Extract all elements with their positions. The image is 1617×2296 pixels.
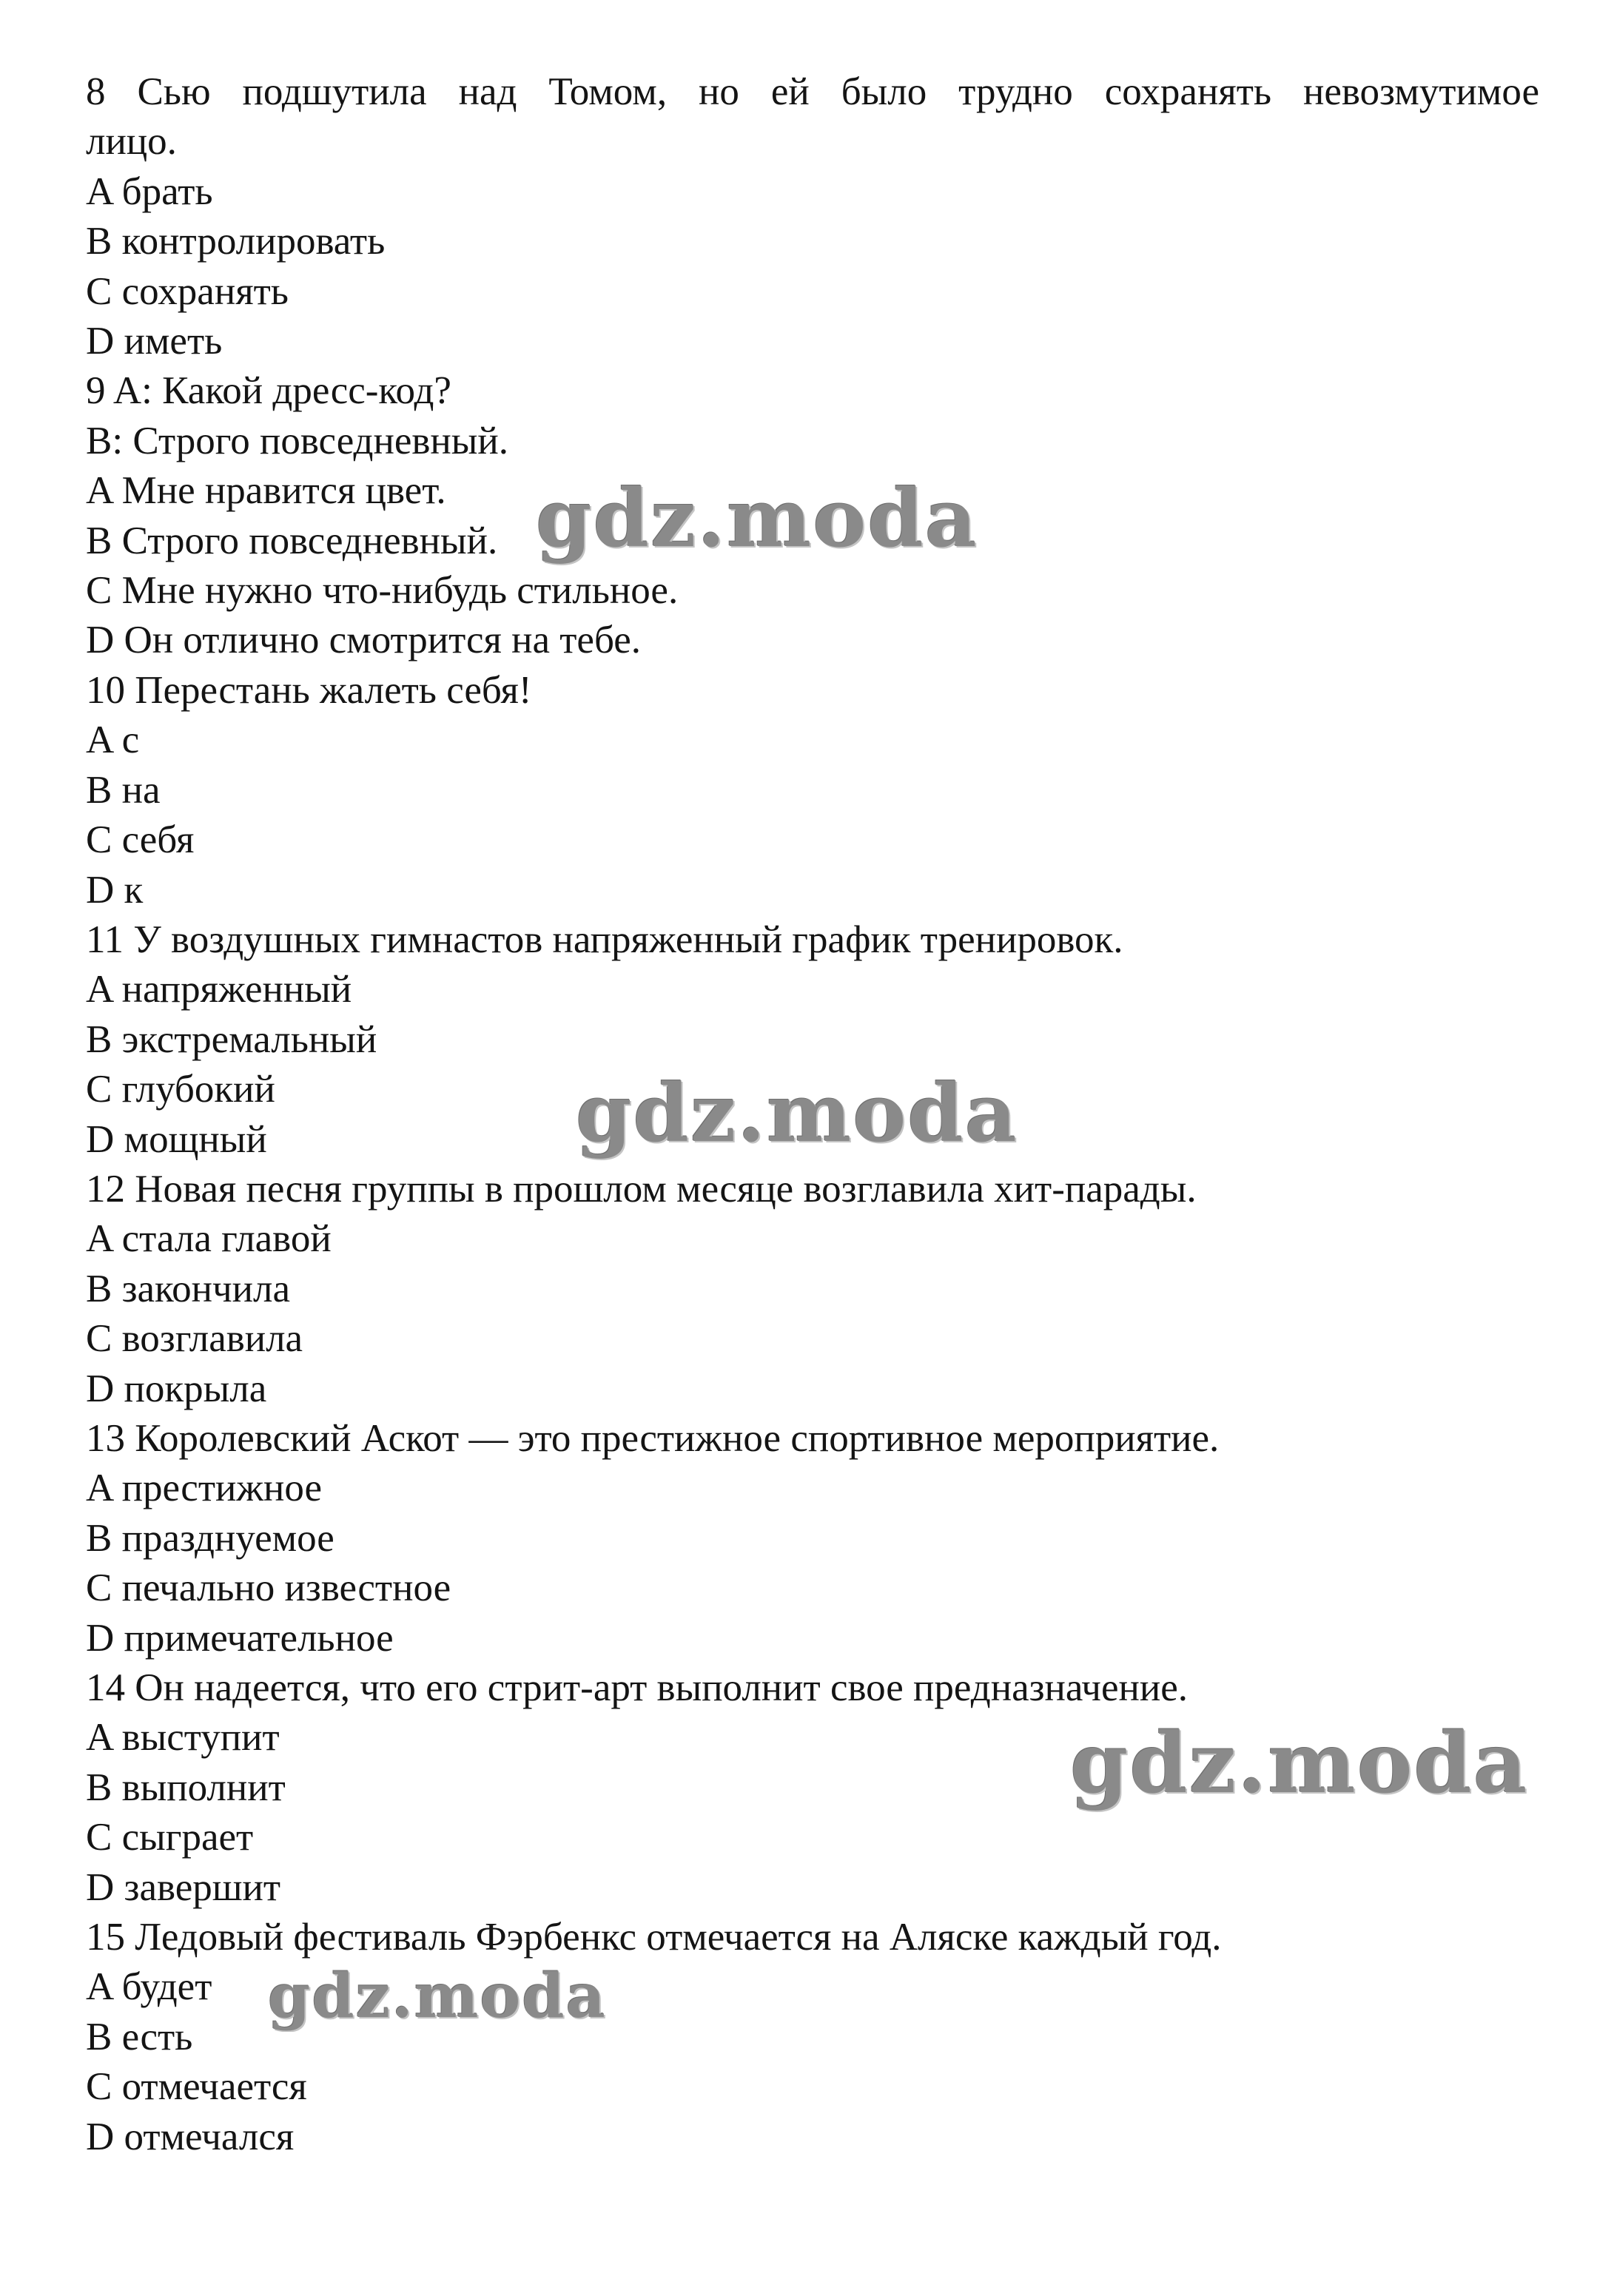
answer-option-d: D отмечался xyxy=(86,2115,295,2158)
answer-option-b: B контролировать xyxy=(86,220,386,263)
answer-option-b: B закончила xyxy=(86,1267,290,1310)
answer-option-a: A с xyxy=(86,718,140,762)
answer-option-b: B празднуемое xyxy=(86,1516,335,1560)
question-stem-continuation: лицо. xyxy=(86,120,177,164)
answer-option-d: D мощный xyxy=(86,1117,267,1161)
answer-option-c: C сыграет xyxy=(86,1816,254,1859)
question-stem: 14 Он надеется, что его стрит-арт выполнит свое предназначение. xyxy=(86,1666,1188,1709)
answer-option-d: D завершит xyxy=(86,1865,281,1909)
answer-option-a: A выступит xyxy=(86,1716,280,1760)
answer-option-d: D примечательное xyxy=(86,1616,394,1660)
question-stem: 13 Королевский Аскот — это престижное спортивное мероприятие. xyxy=(86,1416,1220,1460)
watermark: gdz.moda xyxy=(268,1961,607,2032)
answer-option-a: A будет xyxy=(86,1965,212,2009)
answer-option-b: B есть xyxy=(86,2015,193,2058)
question-stem: 12 Новая песня группы в прошлом месяце возглавила хит-парады. xyxy=(86,1167,1197,1211)
question-15 xyxy=(86,1913,1539,2162)
answer-option-d: D к xyxy=(86,868,144,912)
answer-option-c: C печально известное xyxy=(86,1566,451,1610)
question-stem: 11 У воздушных гимнастов напряженный график тренировок. xyxy=(86,918,1123,961)
answer-option-d: D покрыла xyxy=(86,1367,267,1410)
question-stem: 15 Ледовый фестиваль Фэрбенкс отмечается на Аляске каждый год. xyxy=(86,1916,1222,1959)
question-8 xyxy=(86,67,1539,366)
answer-option-d: D иметь xyxy=(86,320,223,363)
question-stem: 8 Сью подшутила над Томом, но ей было трудно сохранять невозмутимое xyxy=(86,70,1539,113)
answer-option-b: B Строго повседневный. xyxy=(86,519,498,562)
answer-option-a: A напряженный xyxy=(86,968,352,1011)
answer-option-a: A престижное xyxy=(86,1467,323,1510)
answer-option-d: D Он отлично смотрится на тебе. xyxy=(86,619,641,662)
answer-option-c: C Мне нужно что-нибудь стильное. xyxy=(86,569,679,613)
question-stem: 10 Перестань жалеть себя! xyxy=(86,668,532,712)
answer-option-b: B выполнит xyxy=(86,1765,286,1809)
answer-option-c: C глубокий xyxy=(86,1068,275,1111)
watermark: gdz.moda xyxy=(536,472,978,565)
answer-option-b: B на xyxy=(86,768,161,812)
watermark: gdz.moda xyxy=(1070,1715,1529,1812)
question-stem-continuation: B: Строго повседневный. xyxy=(86,419,508,462)
answer-option-a: A Мне нравится цвет. xyxy=(86,469,446,513)
question-12 xyxy=(86,1165,1539,1414)
answer-option-a: A брать xyxy=(86,169,213,213)
question-stem: 9 A: Какой дресс-код? xyxy=(86,369,451,413)
answer-option-c: C отмечается xyxy=(86,2065,307,2109)
answer-option-a: A стала главой xyxy=(86,1217,332,1261)
question-13 xyxy=(86,1414,1539,1663)
answer-option-c: C себя xyxy=(86,818,195,862)
watermark: gdz.moda xyxy=(576,1067,1018,1160)
answer-option-c: C сохранять xyxy=(86,269,289,313)
answer-option-c: C возглавила xyxy=(86,1317,303,1361)
answer-option-b: B экстремальный xyxy=(86,1017,377,1061)
question-10 xyxy=(86,666,1539,915)
